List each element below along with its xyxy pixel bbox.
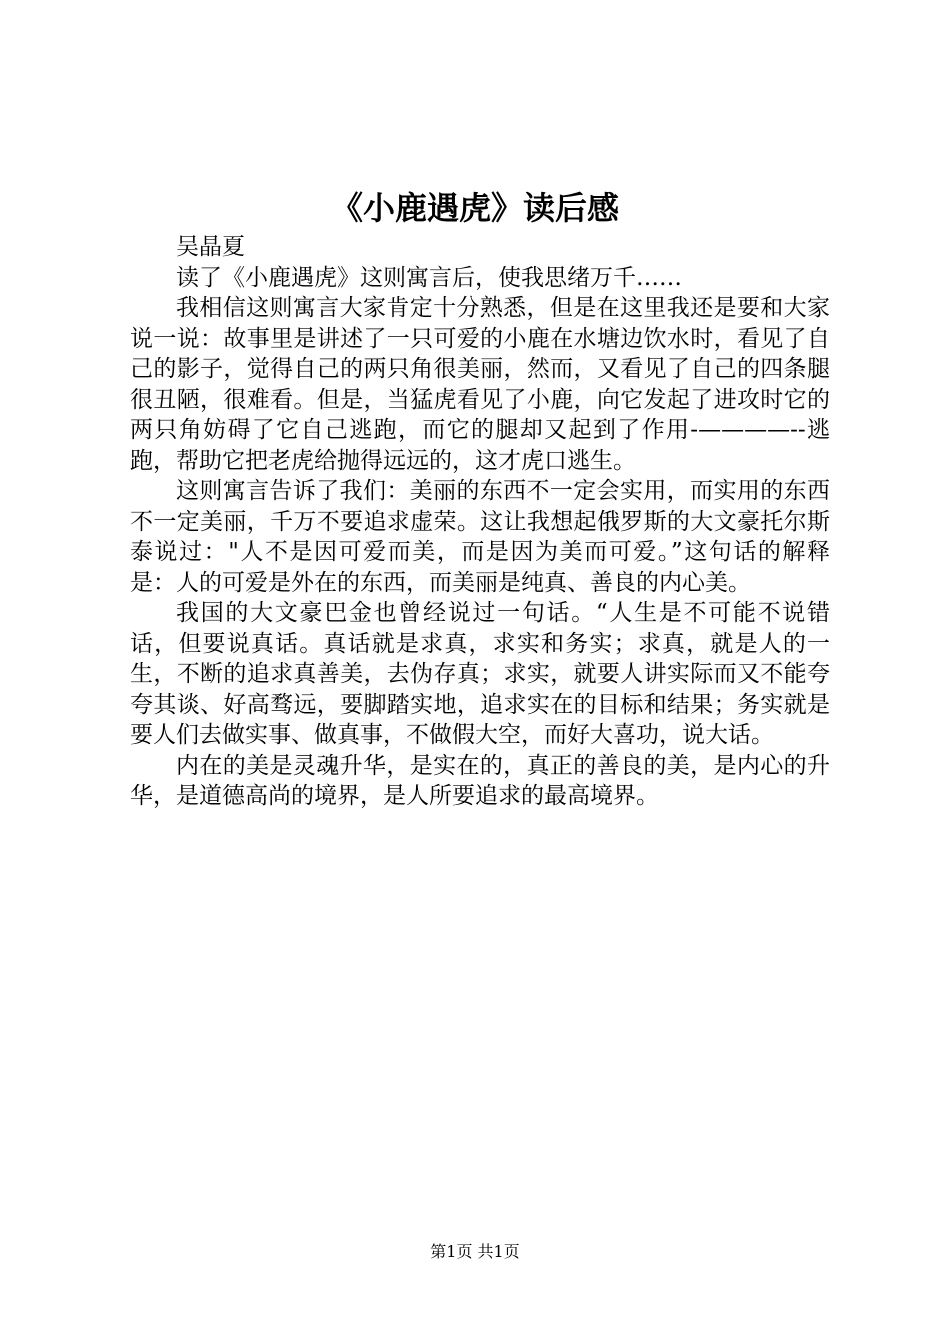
paragraph-conclusion: 内在的美是灵魂升华，是实在的，真正的善良的美，是内心的升华，是道德高尚的境界，是人所要追求的最高境界。 [130, 752, 830, 809]
paragraph-intro: 读了《小鹿遇虎》这则寓言后，使我思绪万千…… [176, 264, 682, 291]
paragraph-story: 我相信这则寓言大家肯定十分熟悉，但是在这里我还是要和大家说一说：故事里是讲述了一只可爱的小鹿在水塘边饮水时，看见了自己的影子，觉得自己的两只角很美丽，然而，又看见了自己的四条腿很丑陋，很难看。但是，当猛虎看见了小鹿，向它发起了进攻时它的两只角妨碍了它自己逃跑，而它的腿却又起到了作用-————--逃跑，帮助它把老虎给抛得远远的，这才虎口逃生。 [130, 295, 830, 474]
paragraph-lesson: 这则寓言告诉了我们：美丽的东西不一定会实用，而实用的东西不一定美丽，千万不要追求虚荣。这让我想起俄罗斯的大文豪托尔斯泰说过："人不是因可爱而美，而是因为美而可爱。”这句话的解释是：人的可爱是外在的东西，而美丽是纯真、善良的内心美。 [130, 478, 830, 596]
document-body [130, 232, 830, 812]
author-line: 吴晶夏 [176, 234, 245, 260]
document-title: 《小鹿遇虎》读后感 [330, 189, 619, 227]
paragraph-bajin-quote: 我国的大文豪巴金也曾经说过一句话。“人生是不可能不说错话，但要说真话。真话就是求真，求实和务实；求真，就是人的一生，不断的追求真善美，去伪存真；求实，就要人讲实际而又不能夸夸其谈、好高骛远，要脚踏实地，追求实在的目标和结果；务实就是要人们去做实事、做真事，不做假大空，而好大喜功，说大话。 [130, 600, 830, 748]
page-footer: 第1页 共1页 [430, 1242, 520, 1261]
